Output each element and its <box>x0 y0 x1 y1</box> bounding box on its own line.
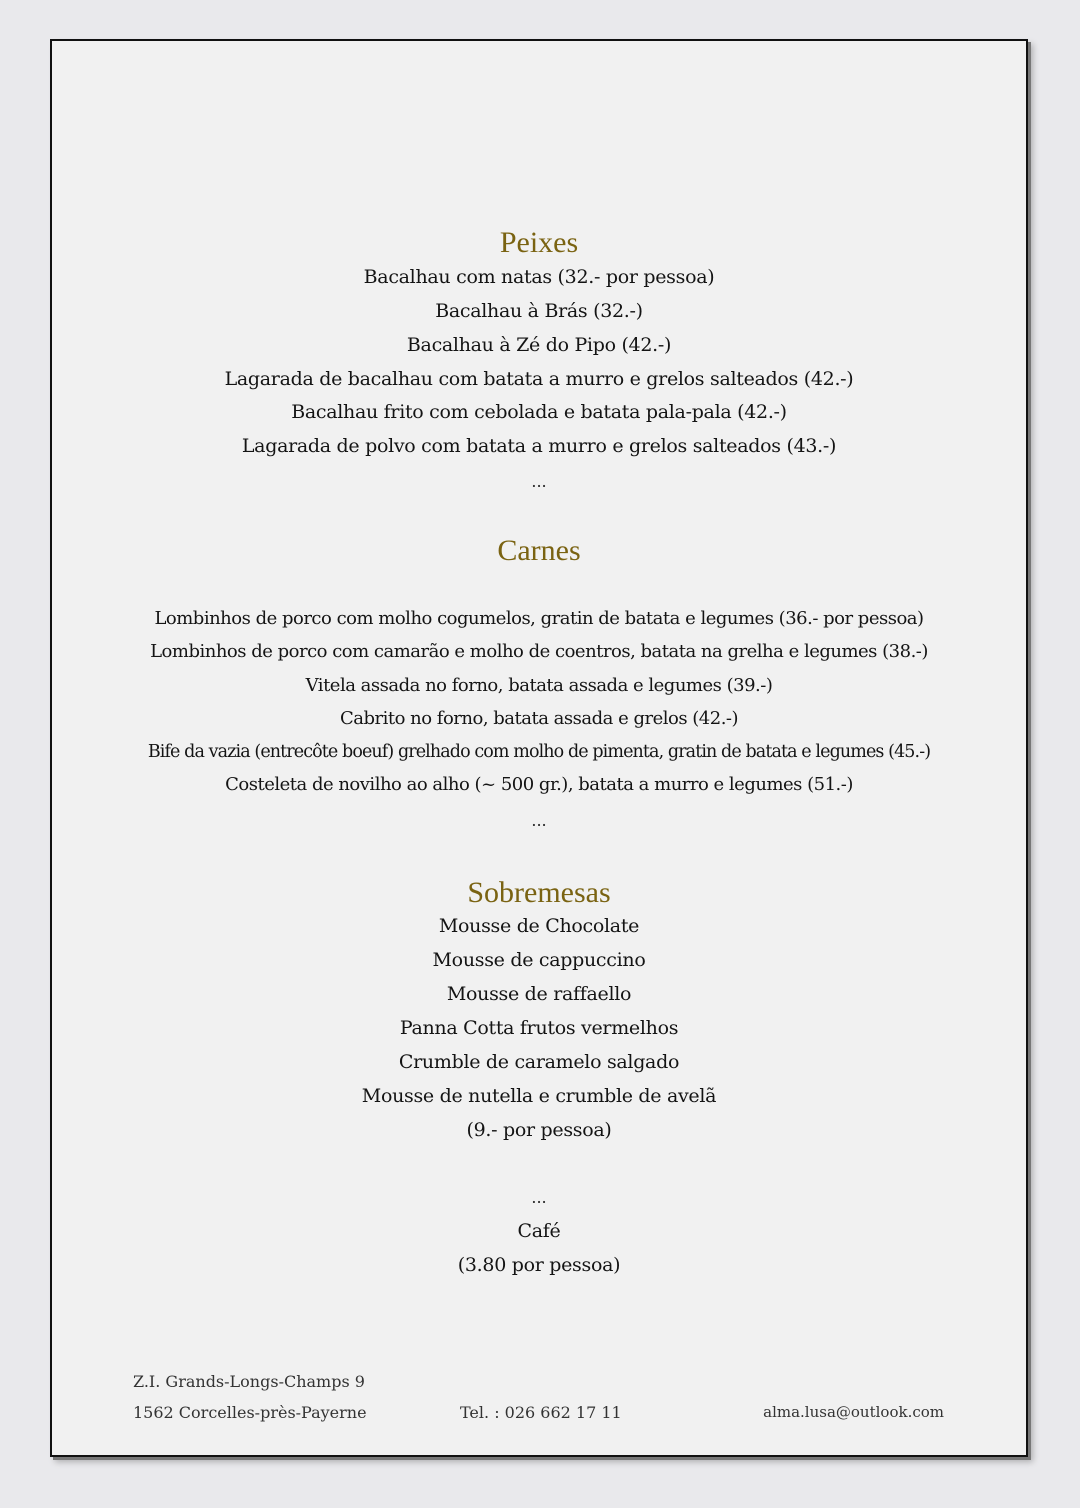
menu-item-cafe: Café <box>517 1220 561 1242</box>
footer-phone: Tel. : 026 662 17 11 <box>460 1403 622 1422</box>
footer-address-line1: Z.I. Grands-Longs-Champs 9 <box>133 1372 365 1391</box>
menu-page <box>50 39 1028 1457</box>
ellipsis: ... <box>531 811 547 830</box>
menu-item: Costeleta de novilho ao alho (~ 500 gr.), batata a murro e legumes (51.-) <box>225 774 853 795</box>
ellipsis: ... <box>531 472 547 491</box>
menu-item: Lagarada de bacalhau com batata a murro e grelos salteados (42.-) <box>224 368 854 390</box>
menu-item: Lombinhos de porco com molho cogumelos, gratin de batata e legumes (36.- por pessoa) <box>154 608 924 629</box>
section-title-peixes: Peixes <box>499 226 579 259</box>
menu-item: Mousse de cappuccino <box>432 949 646 971</box>
menu-item: Crumble de caramelo salgado <box>398 1051 680 1073</box>
menu-item: Bife da vazia (entrecôte boeuf) grelhado com molho de pimenta, gratin de batata e legumes (45.-) <box>147 742 931 762</box>
section-title-sobremesas: Sobremesas <box>467 876 611 909</box>
menu-item: Bacalhau à Brás (32.-) <box>435 300 643 322</box>
footer-address-line2: 1562 Corcelles-près-Payerne <box>133 1403 367 1422</box>
section-title-carnes: Carnes <box>497 534 581 567</box>
price-note: (3.80 por pessoa) <box>457 1254 621 1276</box>
menu-item: Bacalhau com natas (32.- por pessoa) <box>363 266 715 288</box>
menu-item: Lagarada de polvo com batata a murro e grelos salteados (43.-) <box>241 435 837 457</box>
menu-item: Panna Cotta frutos vermelhos <box>399 1017 679 1039</box>
menu-item: Bacalhau à Zé do Pipo (42.-) <box>406 334 672 356</box>
ellipsis: ... <box>531 1188 547 1207</box>
menu-item: Mousse de nutella e crumble de avelã <box>361 1085 717 1107</box>
menu-item: Cabrito no forno, batata assada e grelos (42.-) <box>339 708 739 729</box>
menu-item: Bacalhau frito com cebolada e batata pala-pala (42.-) <box>291 401 787 423</box>
menu-item: Vitela assada no forno, batata assada e legumes (39.-) <box>305 675 773 696</box>
footer-email: alma.lusa@outlook.com <box>763 1403 944 1421</box>
menu-item: Lombinhos de porco com camarão e molho de coentros, batata na grelha e legumes (38.-) <box>150 641 928 662</box>
price-note: (9.- por pessoa) <box>466 1119 612 1141</box>
menu-item: Mousse de Chocolate <box>438 915 640 937</box>
menu-item: Mousse de raffaello <box>446 983 632 1005</box>
